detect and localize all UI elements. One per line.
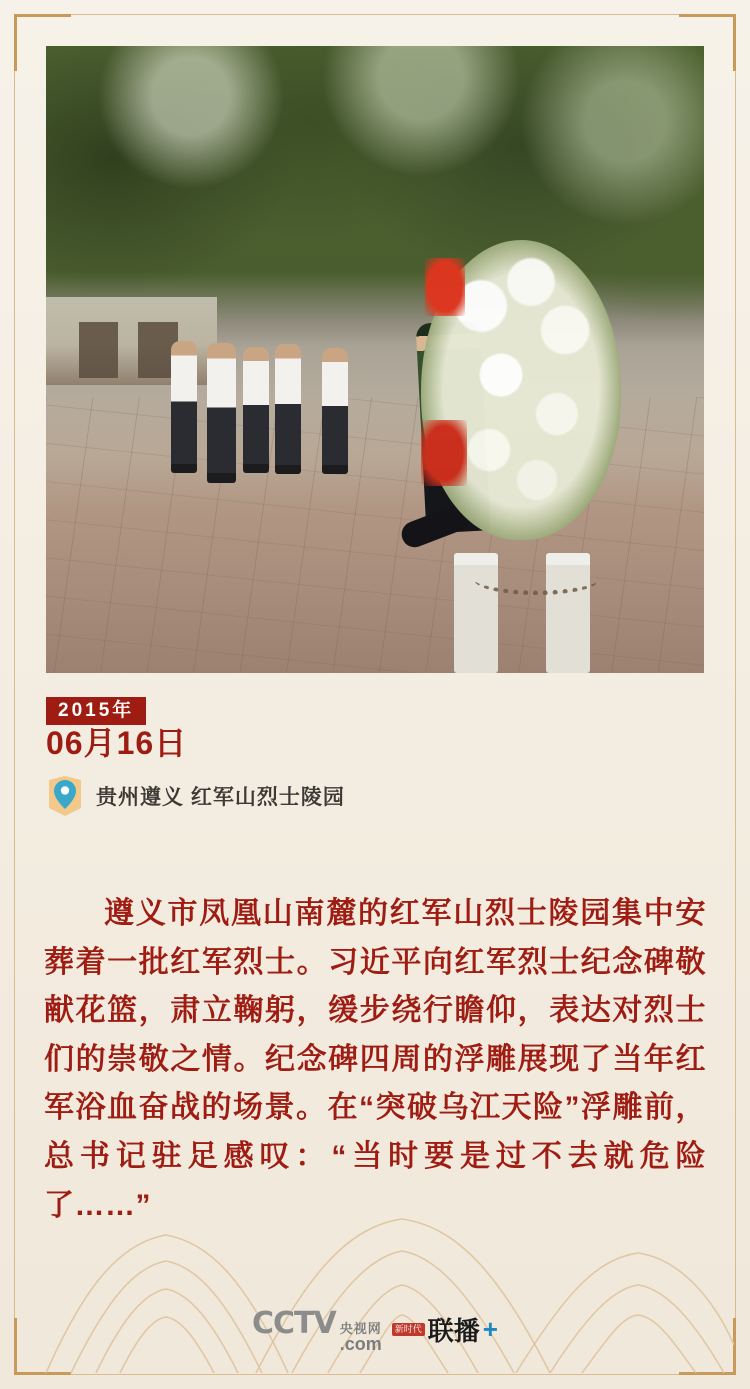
cctv-sub — [340, 1322, 382, 1353]
photo-doorway — [79, 322, 118, 378]
photo-flower-wreath — [421, 240, 621, 540]
photo-wreath-red-flower — [425, 258, 465, 316]
lianbo-plus-logo — [392, 1311, 498, 1348]
photo-scene — [46, 46, 704, 673]
photo-person — [275, 344, 301, 474]
cctv-wordmark: CCTV — [252, 1306, 336, 1341]
photo-barrier-chain — [474, 564, 599, 595]
lianbo-badge: 新时代 — [392, 1323, 425, 1336]
photo-wreath-red-ribbon — [421, 420, 467, 486]
location-label: 贵州遵义 红军山烈士陵园 — [96, 786, 345, 809]
photo-person — [322, 348, 348, 474]
hero-photo — [46, 46, 704, 673]
date-label: 06月16日 — [46, 725, 188, 761]
cctv-chinese-label: 央视网 — [339, 1321, 382, 1336]
map-pin-icon — [46, 774, 84, 818]
photo-person — [171, 341, 197, 473]
lianbo-plus-icon: + — [482, 1314, 498, 1344]
location-row — [46, 774, 345, 818]
cctv-logo — [252, 1306, 382, 1353]
lianbo-label: 联播 — [427, 1316, 480, 1346]
footer-logos — [0, 1306, 750, 1353]
photo-person-leading — [207, 343, 236, 483]
article-paragraph: 遵义市凤凰山南麓的红军山烈士陵园集中安葬着一批红军烈士。习近平向红军烈士纪念碑敬献花篮，肃立鞠躬，缓步绕行瞻仰，表达对烈士们的崇敬之情。纪念碑四周的浮雕展现了当年红军浴血奋战的场景。在“突破乌江天险”浮雕前，总书记驻足感叹：“当时要是过不去就危险了……” — [44, 897, 706, 1222]
year-badge: 2015年 — [46, 697, 146, 725]
cctv-domain-label: .com — [339, 1334, 382, 1354]
photo-person — [243, 347, 269, 473]
